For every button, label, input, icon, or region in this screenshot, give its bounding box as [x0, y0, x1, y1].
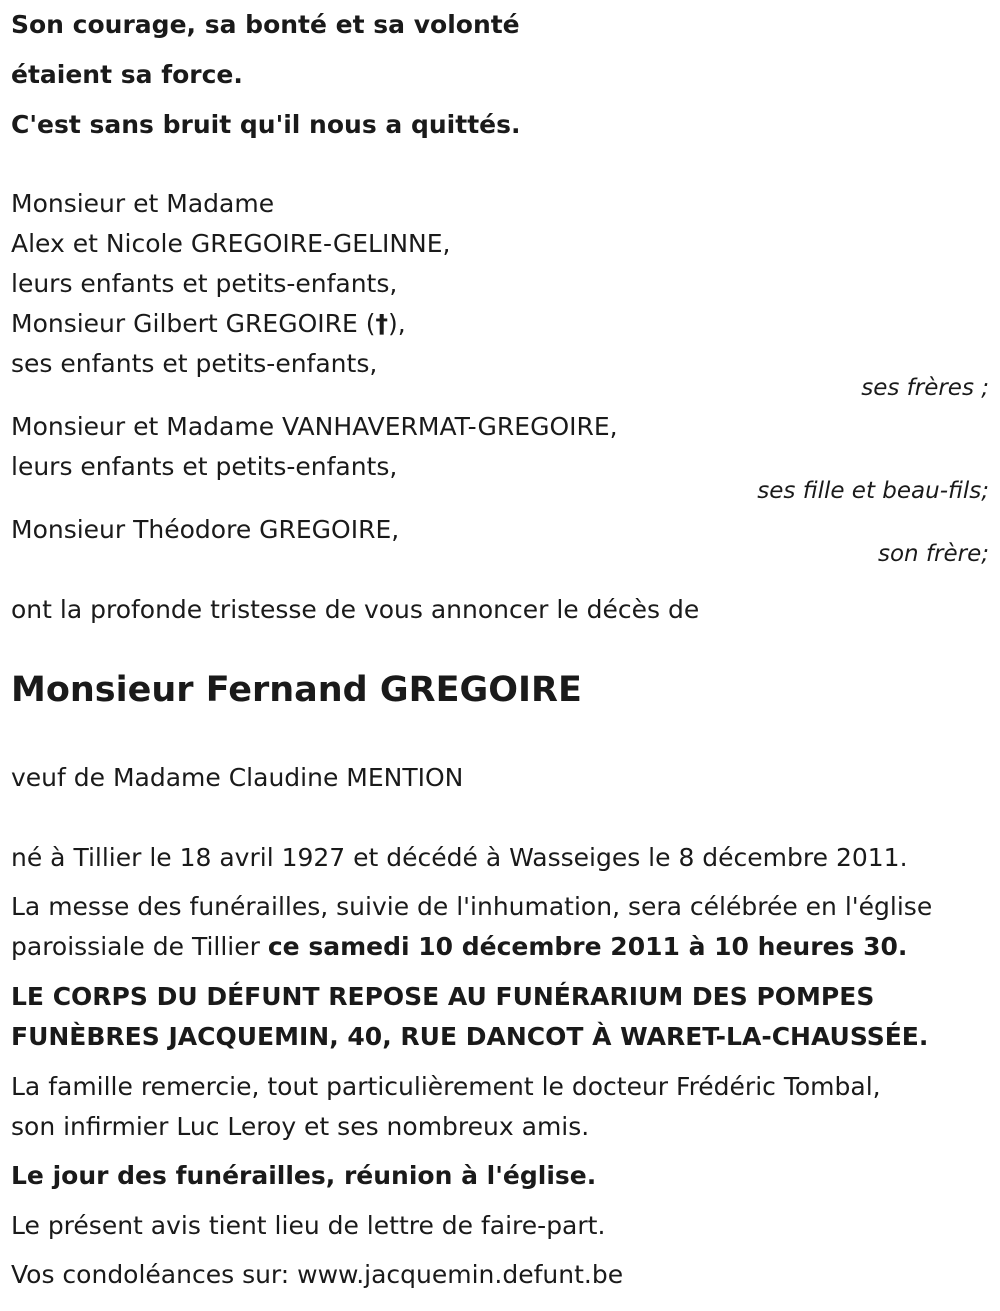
family-group1-line-4-close: ),	[388, 309, 406, 338]
funerarium-line-2: FUNÈBRES JACQUEMIN, 40, RUE DANCOT À WARET-LA-CHAUSSÉE.	[11, 1022, 929, 1051]
thanks-line-1: La famille remercie, tout particulièrement le docteur Frédéric Tombal,	[11, 1072, 881, 1101]
family-group2-line-2: leurs enfants et petits-enfants,	[11, 452, 398, 481]
funeral-location: paroissiale de Tillier	[11, 932, 268, 961]
family-group3-relation: son frère;	[877, 541, 989, 567]
thanks-line-2: son infirmier Luc Leroy et ses nombreux amis.	[11, 1112, 590, 1141]
family-group2-relation: ses fille et beau-fils;	[757, 478, 989, 504]
birth-death-line: né à Tillier le 18 avril 1927 et décédé à Wasseiges le 8 décembre 2011.	[11, 843, 908, 872]
funeral-line-2	[11, 932, 907, 962]
family-group2-line-1: Monsieur et Madame VANHAVERMAT-GREGOIRE,	[11, 412, 618, 441]
funeral-date-time: ce samedi 10 décembre 2011 à 10 heures 30.	[267, 932, 908, 961]
meeting-line: Le jour des funérailles, réunion à l'église.	[11, 1161, 597, 1190]
epitaph-line-2: étaient sa force.	[11, 60, 243, 89]
funeral-line-1: La messe des funérailles, suivie de l'inhumation, sera célébrée en l'église	[11, 892, 933, 921]
family-group1-line-4	[11, 309, 406, 339]
condolences-line: Vos condoléances sur: www.jacquemin.defunt.be	[11, 1260, 624, 1289]
cross-icon: †	[375, 309, 389, 338]
family-group1-line-3: leurs enfants et petits-enfants,	[11, 269, 398, 298]
family-group1-line-4-text: Monsieur Gilbert GREGOIRE (	[11, 309, 376, 338]
epitaph-line-3: C'est sans bruit qu'il nous a quittés.	[11, 110, 521, 139]
family-group1-line-5: ses enfants et petits-enfants,	[11, 349, 378, 378]
deceased-name: Monsieur Fernand GREGOIRE	[11, 670, 582, 710]
widower-line: veuf de Madame Claudine MENTION	[11, 763, 464, 792]
family-group3-line-1: Monsieur Théodore GREGOIRE,	[11, 515, 400, 544]
family-group1-relation: ses frères ;	[861, 375, 989, 401]
announcement-text: ont la profonde tristesse de vous annoncer le décès de	[11, 595, 700, 624]
funerarium-line-1: LE CORPS DU DÉFUNT REPOSE AU FUNÉRARIUM DES POMPES	[11, 982, 875, 1011]
epitaph-line-1: Son courage, sa bonté et sa volonté	[11, 10, 520, 39]
notice-line: Le présent avis tient lieu de lettre de faire-part.	[11, 1211, 606, 1240]
family-group1-line-2: Alex et Nicole GREGOIRE-GELINNE,	[11, 229, 451, 258]
family-group1-line-1: Monsieur et Madame	[11, 189, 275, 218]
